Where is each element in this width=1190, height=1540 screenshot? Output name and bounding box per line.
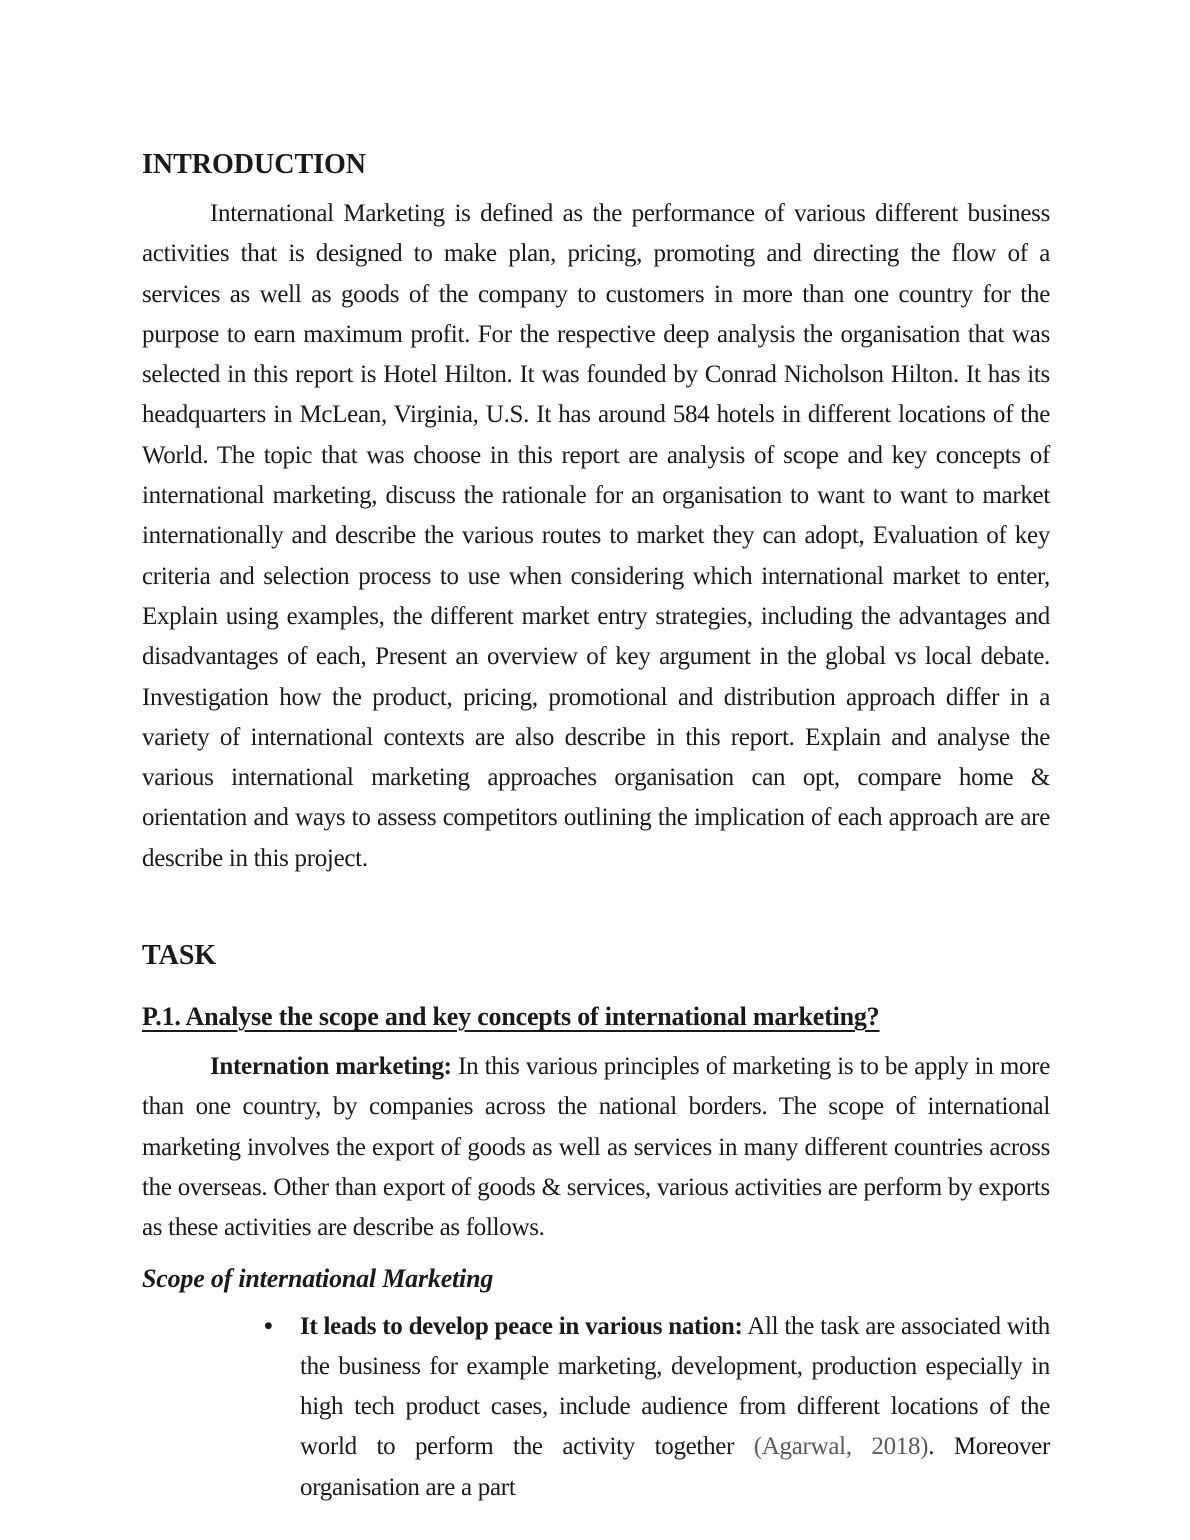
bullet-body-text: All the task are associated with the business for example marketing, development, production especially in high tech product cases, include audience from different locations of the world to perform the activity together — [300, 1312, 1051, 1461]
scope-heading: Scope of international Marketing — [142, 1263, 494, 1293]
p1-paragraph-bold-lead: Internation marketing: — [210, 1053, 452, 1081]
task-heading: TASK — [142, 940, 217, 972]
introduction-heading: INTRODUCTION — [142, 149, 367, 180]
bullet-text — [300, 1307, 1050, 1508]
p1-paragraph — [142, 1047, 1050, 1248]
p1-paragraph-text: In this various principles of marketing is to be apply in more than one country, by companies across the national borders. The scope of international marketing involves the export of goods as well as services in many different countries across the overseas. Other than export of goods & services, various activities are perform by exports as these activities are describe as follows. — [142, 1053, 1050, 1242]
bullet-icon: • — [264, 1312, 273, 1340]
bullet-bold-lead: It leads to develop peace in various nation: — [300, 1312, 743, 1340]
p1-section-heading: P.1. Analyse the scope and key concepts of international marketing? — [142, 1002, 880, 1032]
list-item — [142, 1307, 1050, 1508]
scope-bullet-list — [142, 1307, 1050, 1508]
bullet-citation: (Agarwal, 2018) — [753, 1433, 929, 1461]
introduction-paragraph: International Marketing is defined as the performance of various different business activities that is designed to make plan, pricing, promoting and directing the flow of a services as well as goods of the company to customers in more than one country for the purpose to earn maximum profit. For the respective deep analysis the organisation that was selected in this report is Hotel Hilton. It was founded by Conrad Nicholson Hilton. It has its headquarters in McLean, Virginia, U.S. It has around 584 hotels in different locations of the World. The topic that was choose in this report are analysis of scope and key concepts of international marketing, discuss the rationale for an organisation to want to want to market internationally and describe the various routes to market they can adopt, Evaluation of key criteria and selection process to use when considering which international market to enter, Explain using examples, the different market entry strategies, including the advantages and disadvantages of each, Present an overview of key argument in the global vs local debate. Investigation how the product, pricing, promotional and distribution approach differ in a variety of international contexts are also describe in this report. Explain and analyse the various international marketing approaches organisation can opt, compare home & orientation and ways to assess competitors outlining the implication of each approach are are describe in this project. — [142, 200, 1050, 872]
bullet-body-text-tail: . Moreover organisation are a part — [300, 1433, 1050, 1501]
